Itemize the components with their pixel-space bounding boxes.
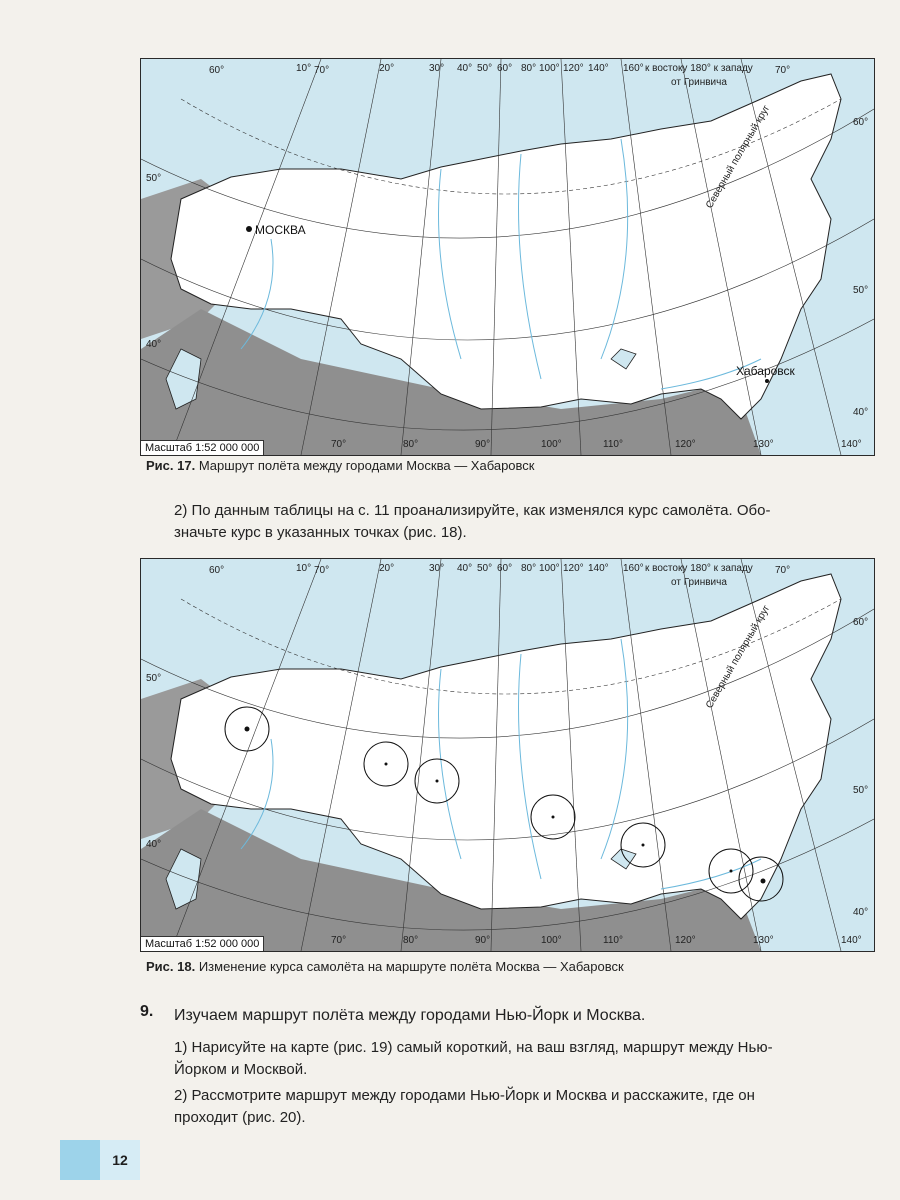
side-label: 60°	[853, 117, 869, 128]
page-number: 12	[100, 1140, 140, 1180]
top-label: 80°	[521, 563, 537, 574]
bottom-label: 110°	[603, 935, 623, 946]
side-label: 50°	[146, 673, 162, 684]
bottom-label: 80°	[403, 935, 419, 946]
bottom-label: 120°	[675, 935, 696, 946]
map-2-svg	[141, 559, 874, 951]
khabarovsk-marker	[765, 379, 769, 383]
bottom-label: 110°	[603, 439, 623, 450]
top-degree-labels	[209, 63, 790, 76]
caption-number: Рис. 17.	[146, 458, 196, 473]
bottom-label: 120°	[675, 439, 696, 450]
course-dot	[642, 844, 645, 847]
bottom-label: 70°	[331, 935, 347, 946]
top-label: 100°	[539, 63, 560, 74]
course-dot	[730, 870, 733, 873]
map-scale: Масштаб 1:52 000 000	[141, 440, 264, 455]
map-scale: Масштаб 1:52 000 000	[141, 936, 264, 951]
moscow-label: МОСКВА	[255, 223, 306, 237]
bottom-label: 140°	[841, 935, 862, 946]
bottom-label: 100°	[541, 935, 562, 946]
figure-17-map	[140, 58, 875, 456]
top-label: 30°	[429, 63, 445, 74]
top-label: 160°	[623, 563, 644, 574]
grinvich-label: от Гринвича	[671, 77, 727, 88]
top-label: 20°	[379, 563, 395, 574]
bottom-label: 70°	[331, 439, 347, 450]
page-number-tab	[60, 1140, 100, 1180]
course-dot	[436, 780, 439, 783]
side-label: 60°	[853, 617, 869, 628]
side-label: 40°	[146, 339, 162, 350]
top-label: 30°	[429, 563, 445, 574]
side-label: 50°	[146, 173, 162, 184]
top-label: 20°	[379, 63, 395, 74]
top-label: 70°	[314, 65, 330, 76]
top-label: 80°	[521, 63, 537, 74]
top-label: 120°	[563, 63, 584, 74]
grinvich-label: от Гринвича	[671, 577, 727, 588]
khabarovsk-label: Хабаровск	[736, 364, 795, 378]
task-9-title: Изучаем маршрут полёта между городами Нью-Йорк и Москва.	[174, 1007, 646, 1024]
task-9-1-line-1: 1) Нарисуйте на карте (рис. 19) самый короткий, на ваш взгляд, маршрут между Нью-	[174, 1039, 773, 1056]
top-label: 70°	[775, 65, 791, 76]
top-label: 120°	[563, 563, 584, 574]
bottom-label: 90°	[475, 935, 491, 946]
top-label: 100°	[539, 563, 560, 574]
top-label: 60°	[497, 63, 513, 74]
top-label: к востоку 180° к западу	[645, 563, 753, 574]
side-label: 40°	[146, 839, 162, 850]
figure-18-map	[140, 558, 875, 952]
bottom-label: 90°	[475, 439, 491, 450]
course-dot	[761, 879, 766, 884]
course-dot	[552, 816, 555, 819]
task-2-line-2: значьте курс в указанных точках (рис. 18).	[174, 524, 467, 541]
side-label: 50°	[853, 285, 869, 296]
side-label: 40°	[853, 407, 869, 418]
task-9-2-line-2: проходит (рис. 20).	[174, 1109, 306, 1126]
top-label: 70°	[314, 565, 330, 576]
bottom-label: 80°	[403, 439, 419, 450]
bottom-label: 140°	[841, 439, 862, 450]
top-label: 10°	[296, 63, 312, 74]
top-label: 140°	[588, 63, 609, 74]
caption-text: Маршрут полёта между городами Москва — Хабаровск	[198, 458, 535, 473]
bottom-label: 130°	[753, 439, 774, 450]
map-1-svg	[141, 59, 874, 455]
task-2-line-1: 2) По данным таблицы на с. 11 проанализируйте, как изменялся курс самолёта. Обо-	[174, 502, 771, 519]
top-label: 10°	[296, 563, 312, 574]
figure-18-caption	[146, 959, 624, 974]
task-9-1-line-2: Йорком и Москвой.	[174, 1061, 308, 1078]
top-label: 40°	[457, 63, 473, 74]
side-label: 50°	[853, 785, 869, 796]
course-dot	[245, 727, 250, 732]
top-label: 50°	[477, 63, 493, 74]
figure-17-caption	[146, 458, 535, 473]
caption-number: Рис. 18.	[146, 959, 196, 974]
top-label: 60°	[209, 65, 225, 76]
course-dot	[385, 763, 388, 766]
task-9-number: 9.	[140, 1003, 154, 1020]
top-label: 60°	[497, 563, 513, 574]
top-label: 40°	[457, 563, 473, 574]
top-label: 140°	[588, 563, 609, 574]
caption-text: Изменение курса самолёта на маршруте полёта Москва — Хабаровск	[198, 959, 624, 974]
top-label: к востоку 180° к западу	[645, 63, 753, 74]
side-label: 40°	[853, 907, 869, 918]
arctic-circle-label: Северный полярный круг	[704, 103, 773, 211]
arctic-circle-label: Северный полярный круг	[704, 603, 773, 711]
moscow-marker	[246, 226, 252, 232]
top-label: 160°	[623, 63, 644, 74]
top-label: 50°	[477, 563, 493, 574]
top-label: 70°	[775, 565, 791, 576]
bottom-label: 100°	[541, 439, 562, 450]
top-label: 60°	[209, 565, 225, 576]
task-9-2-line-1: 2) Рассмотрите маршрут между городами Нью-Йорк и Москва и расскажите, где он	[174, 1087, 755, 1104]
bottom-label: 130°	[753, 935, 774, 946]
top-degree-labels	[209, 563, 790, 576]
